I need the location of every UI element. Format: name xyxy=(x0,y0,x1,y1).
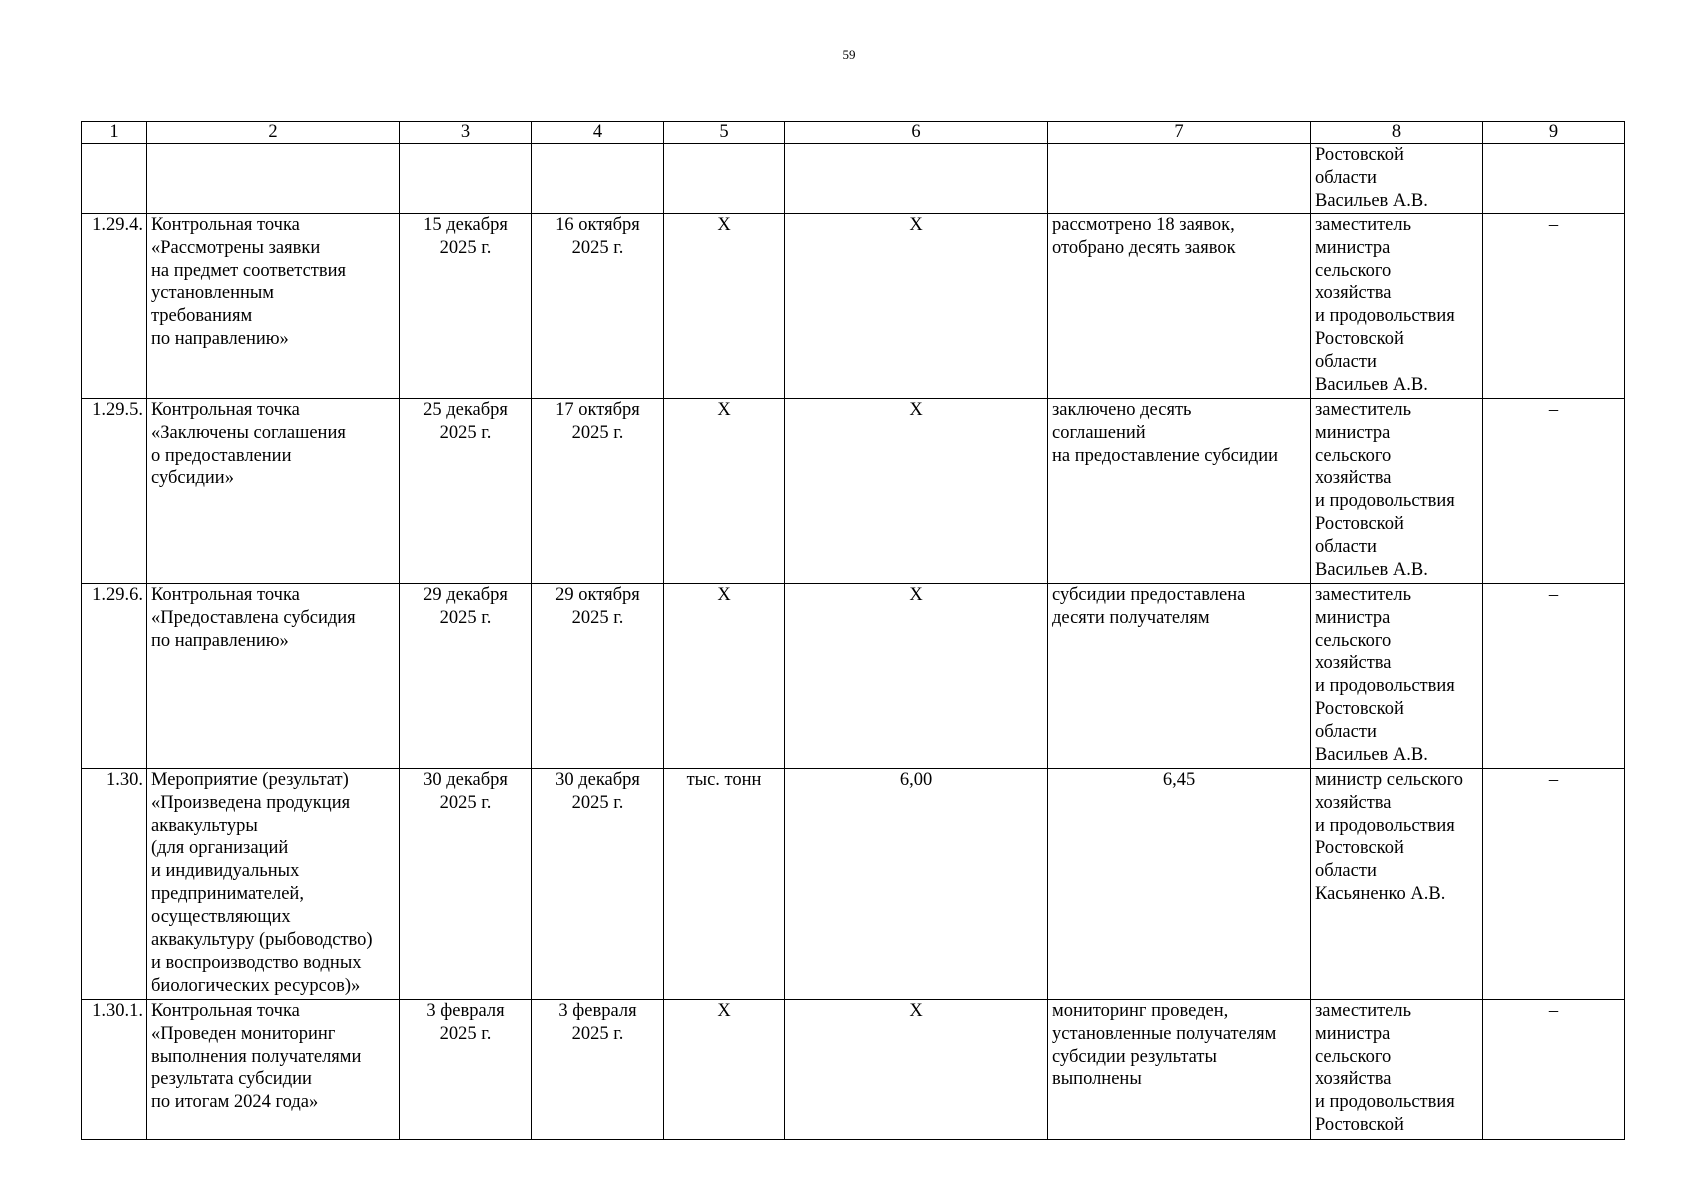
column-number-row xyxy=(82,122,1625,144)
item-number: 1.30. xyxy=(82,768,147,999)
column-number: 2 xyxy=(147,122,400,144)
responsible-person: Ростовской области Васильев А.В. xyxy=(1311,144,1483,214)
column-number: 6 xyxy=(785,122,1048,144)
actual-date: 29 октября 2025 г. xyxy=(532,583,664,768)
actual-date xyxy=(532,144,664,214)
note: – xyxy=(1483,213,1625,398)
item-name: Контрольная точка «Проведен мониторинг выполнения получателями результата субсидии по итогам 2024 года» xyxy=(147,999,400,1139)
column-number: 8 xyxy=(1311,122,1483,144)
planned-date: 25 декабря 2025 г. xyxy=(400,398,532,583)
responsible-person: заместитель министра сельского хозяйства и продовольствия Ростовской xyxy=(1311,999,1483,1139)
item-name: Контрольная точка «Рассмотрены заявки на предмет соответствия установленным требованиям по направлению» xyxy=(147,213,400,398)
table-row xyxy=(82,768,1625,999)
column-number: 7 xyxy=(1048,122,1311,144)
actual-date: 17 октября 2025 г. xyxy=(532,398,664,583)
table-row xyxy=(82,398,1625,583)
responsible-person: министр сельского хозяйства и продовольствия Ростовской области Касьяненко А.В. xyxy=(1311,768,1483,999)
column-number: 4 xyxy=(532,122,664,144)
note: – xyxy=(1483,398,1625,583)
item-number: 1.29.4. xyxy=(82,213,147,398)
actual-date: 30 декабря 2025 г. xyxy=(532,768,664,999)
actual-value: субсидии предоставлена десяти получателям xyxy=(1048,583,1311,768)
responsible-person: заместитель министра сельского хозяйства и продовольствия Ростовской области Васильев А.В. xyxy=(1311,398,1483,583)
planned-value: Х xyxy=(785,583,1048,768)
planned-value: Х xyxy=(785,398,1048,583)
item-name: Контрольная точка «Заключены соглашения о предоставлении субсидии» xyxy=(147,398,400,583)
report-table xyxy=(81,121,1625,1140)
note xyxy=(1483,144,1625,214)
actual-value: 6,45 xyxy=(1048,768,1311,999)
unit: Х xyxy=(664,999,785,1139)
item-number: 1.29.5. xyxy=(82,398,147,583)
item-number: 1.29.6. xyxy=(82,583,147,768)
note: – xyxy=(1483,768,1625,999)
responsible-person: заместитель министра сельского хозяйства и продовольствия Ростовской области Васильев А.В. xyxy=(1311,583,1483,768)
unit: тыс. тонн xyxy=(664,768,785,999)
planned-date: 3 февраля 2025 г. xyxy=(400,999,532,1139)
column-number: 3 xyxy=(400,122,532,144)
planned-value: Х xyxy=(785,999,1048,1139)
actual-value: заключено десять соглашений на предоставление субсидии xyxy=(1048,398,1311,583)
note: – xyxy=(1483,583,1625,768)
column-number: 1 xyxy=(82,122,147,144)
actual-value: мониторинг проведен, установленные получателям субсидии результаты выполнены xyxy=(1048,999,1311,1139)
planned-date: 15 декабря 2025 г. xyxy=(400,213,532,398)
table-row xyxy=(82,999,1625,1139)
item-number: 1.30.1. xyxy=(82,999,147,1139)
unit: Х xyxy=(664,583,785,768)
table-row xyxy=(82,583,1625,768)
item-number xyxy=(82,144,147,214)
planned-value xyxy=(785,144,1048,214)
actual-value xyxy=(1048,144,1311,214)
responsible-person: заместитель министра сельского хозяйства и продовольствия Ростовской области Васильев А.В. xyxy=(1311,213,1483,398)
planned-date: 30 декабря 2025 г. xyxy=(400,768,532,999)
table-row xyxy=(82,144,1625,214)
actual-date: 3 февраля 2025 г. xyxy=(532,999,664,1139)
planned-value: 6,00 xyxy=(785,768,1048,999)
actual-date: 16 октября 2025 г. xyxy=(532,213,664,398)
planned-date xyxy=(400,144,532,214)
actual-value: рассмотрено 18 заявок, отобрано десять заявок xyxy=(1048,213,1311,398)
planned-value: Х xyxy=(785,213,1048,398)
item-name: Мероприятие (результат) «Произведена продукция аквакультуры (для организаций и индивидуальных предпринимателей, осуществляющих аквакультуру (рыбоводство) и воспроизводство водных биологических ресурсов)» xyxy=(147,768,400,999)
table-row xyxy=(82,213,1625,398)
unit: Х xyxy=(664,398,785,583)
unit xyxy=(664,144,785,214)
unit: Х xyxy=(664,213,785,398)
item-name xyxy=(147,144,400,214)
planned-date: 29 декабря 2025 г. xyxy=(400,583,532,768)
note: – xyxy=(1483,999,1625,1139)
page-number: 59 xyxy=(842,47,856,62)
item-name: Контрольная точка «Предоставлена субсидия по направлению» xyxy=(147,583,400,768)
column-number: 9 xyxy=(1483,122,1625,144)
column-number: 5 xyxy=(664,122,785,144)
